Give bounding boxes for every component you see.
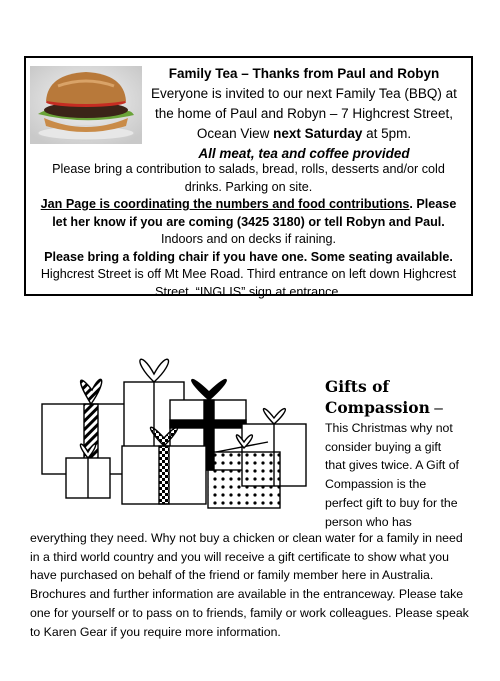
tea-coordinator-underlined: Jan Page is coordinating the numbers and food contributions xyxy=(40,197,410,211)
gifts-body-line: have purchased on behalf of the friend or family member here in Australia. xyxy=(30,568,434,583)
gifts-body-line: everything they need. Why not buy a chicken or clean water for a family in need xyxy=(30,531,463,545)
family-tea-box xyxy=(24,56,473,299)
tea-directions-line: Highcrest Street is off Mt Mee Road. Third entrance on left down Highcrest xyxy=(40,267,457,281)
tea-coordinator xyxy=(28,196,469,214)
tea-when-time: at 5pm. xyxy=(362,126,412,141)
burger-image xyxy=(30,66,142,144)
tea-when-day: next Saturday xyxy=(273,126,363,141)
gifts-body-line: one for yourself or to pass on to friends, family or work colleagues. Please speak xyxy=(30,605,469,620)
gifts-heading xyxy=(325,376,485,419)
tea-when-prefix: Ocean View xyxy=(196,126,274,141)
gifts-side-text xyxy=(325,419,490,531)
tea-chair: Please bring a folding chair if you have one. Some seating available. xyxy=(44,249,453,264)
gifts-side-line: that gives twice. A Gift of xyxy=(325,458,459,473)
gifts-side-line: Compassion is the xyxy=(325,477,427,492)
tea-coordinator-tail: . Please xyxy=(409,197,457,211)
gifts-body-line: Brochures and further information are available in the entranceway. Please take xyxy=(30,587,464,602)
tea-title: Family Tea – Thanks from Paul and Robyn xyxy=(168,66,440,81)
tea-bring-line: drinks. Parking on site. xyxy=(184,179,313,194)
gifts-title-word: Compassion xyxy=(325,398,430,417)
tea-heading xyxy=(138,64,470,164)
tea-bring-line: Please bring a contribution to salads, bread, rolls, desserts and/or cold xyxy=(52,162,445,176)
tea-directions-line: Street. “INGLIS” sign at entrance. xyxy=(155,284,342,299)
tea-provided: All meat, tea and coffee provided xyxy=(198,146,410,161)
tea-intro-line: the home of Paul and Robyn – 7 Highcrest Street, xyxy=(155,106,453,121)
gifts-side-line: consider buying a gift xyxy=(325,439,442,454)
gifts-body-text xyxy=(30,529,475,641)
tea-details xyxy=(28,161,469,301)
gifts-title-dash: – xyxy=(429,400,443,417)
gifts-body-line: to Karen Gear if you require more information. xyxy=(30,624,281,639)
gifts-body-line: in a third world country and you will receive a gift certificate to show what you xyxy=(30,549,449,564)
tea-rsvp: let her know if you are coming (3425 3180) or tell Robyn and Paul. xyxy=(52,214,445,229)
tea-intro-line: Everyone is invited to our next Family Tea (BBQ) at xyxy=(151,86,457,101)
tea-when xyxy=(138,124,470,144)
tea-weather: Indoors and on decks if raining. xyxy=(160,232,337,246)
gifts-title-line xyxy=(325,397,485,419)
gifts-side-line: perfect gift to buy for the xyxy=(325,495,458,510)
gifts-side-line: This Christmas why not xyxy=(325,421,453,435)
gift-boxes-illustration xyxy=(36,340,312,512)
gifts-side-line: person who has xyxy=(325,514,412,529)
gifts-title-line: Gifts of xyxy=(325,377,390,396)
